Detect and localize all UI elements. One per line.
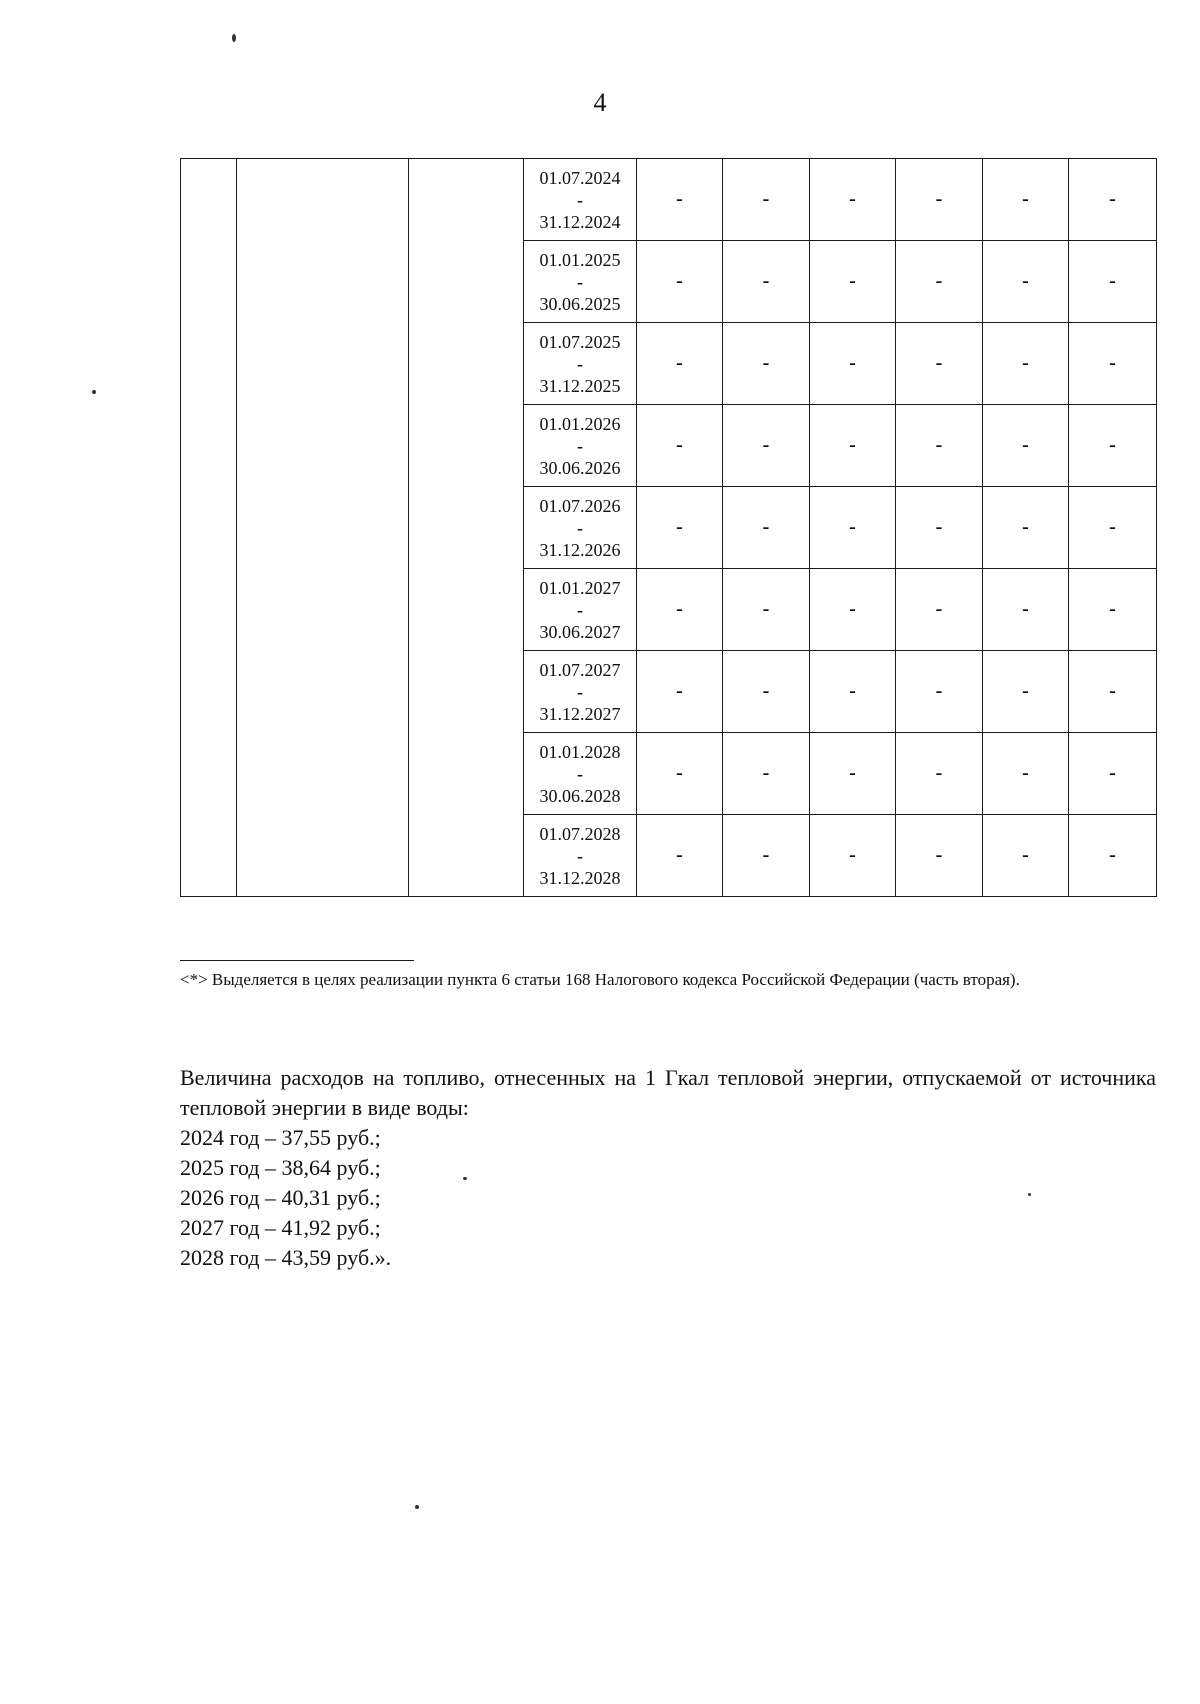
period-cell bbox=[524, 733, 637, 815]
period-cell bbox=[524, 569, 637, 651]
period-end: 31.12.2024 bbox=[539, 211, 621, 232]
cell-value: - bbox=[849, 598, 856, 620]
period-range bbox=[524, 815, 636, 896]
cell-value: - bbox=[676, 762, 683, 784]
cell-value: - bbox=[762, 270, 770, 292]
cell-value: - bbox=[762, 188, 770, 210]
period-cell bbox=[524, 405, 637, 487]
period-range bbox=[524, 487, 636, 568]
cell-value: - bbox=[762, 516, 770, 538]
period-cell bbox=[524, 323, 637, 405]
cell-value: - bbox=[935, 516, 943, 538]
value-cell bbox=[1069, 241, 1157, 323]
value-cell bbox=[983, 323, 1069, 405]
year-line-2025: 2025 год – 38,64 руб.; bbox=[180, 1155, 381, 1180]
scan-speck bbox=[1028, 1193, 1031, 1196]
cell-value: - bbox=[762, 680, 770, 702]
value-cell bbox=[1069, 569, 1157, 651]
cell-value: - bbox=[676, 844, 683, 866]
year-line-2027: 2027 год – 41,92 руб.; bbox=[180, 1215, 381, 1240]
period-start: 01.07.2027 bbox=[539, 659, 621, 680]
period-range bbox=[524, 569, 636, 650]
value-cell bbox=[983, 241, 1069, 323]
cell-value: - bbox=[1022, 516, 1029, 538]
cell-value: - bbox=[849, 762, 856, 784]
period-range bbox=[524, 159, 636, 240]
table-row bbox=[181, 159, 1157, 241]
period-start: 01.01.2026 bbox=[539, 413, 621, 434]
cell-value: - bbox=[849, 434, 856, 456]
cell-value: - bbox=[676, 270, 683, 292]
fuel-cost-by-year-list bbox=[180, 1123, 780, 1273]
value-cell bbox=[810, 651, 896, 733]
cell-value: - bbox=[849, 680, 856, 702]
value-cell bbox=[810, 569, 896, 651]
value-cell bbox=[896, 323, 983, 405]
value-cell bbox=[983, 487, 1069, 569]
period-separator: - bbox=[577, 681, 583, 702]
value-cell bbox=[896, 651, 983, 733]
value-cell bbox=[723, 651, 810, 733]
cell-value: - bbox=[849, 844, 856, 866]
period-range bbox=[524, 241, 636, 322]
year-line-2028: 2028 год – 43,59 руб.». bbox=[180, 1245, 392, 1270]
value-cell bbox=[810, 815, 896, 897]
cell-value: - bbox=[1109, 844, 1116, 866]
cell-value: - bbox=[935, 352, 943, 374]
cell-value: - bbox=[1109, 270, 1116, 292]
period-cell bbox=[524, 651, 637, 733]
period-end: 30.06.2027 bbox=[539, 621, 621, 642]
value-cell bbox=[810, 159, 896, 241]
cell-value: - bbox=[849, 270, 856, 292]
period-end: 30.06.2026 bbox=[539, 457, 621, 478]
value-cell bbox=[1069, 487, 1157, 569]
cell-value: - bbox=[1022, 434, 1029, 456]
value-cell bbox=[983, 815, 1069, 897]
period-end: 31.12.2025 bbox=[539, 375, 621, 396]
value-cell bbox=[810, 323, 896, 405]
cell-value: - bbox=[1109, 516, 1116, 538]
value-cell bbox=[896, 405, 983, 487]
period-range bbox=[524, 733, 636, 814]
value-cell bbox=[810, 241, 896, 323]
value-cell bbox=[896, 569, 983, 651]
value-cell bbox=[637, 569, 723, 651]
period-end: 31.12.2028 bbox=[539, 867, 621, 888]
cell-value: - bbox=[676, 434, 683, 456]
period-separator: - bbox=[577, 353, 583, 374]
period-end: 31.12.2027 bbox=[539, 703, 621, 724]
cell-value: - bbox=[1022, 844, 1029, 866]
cell-value: - bbox=[676, 680, 683, 702]
period-start: 01.01.2025 bbox=[539, 249, 621, 270]
cell-value: - bbox=[1022, 762, 1029, 784]
value-cell bbox=[723, 733, 810, 815]
period-range bbox=[524, 651, 636, 732]
year-line-2026: 2026 год – 40,31 руб.; bbox=[180, 1185, 381, 1210]
value-cell bbox=[1069, 159, 1157, 241]
footnote-divider bbox=[180, 960, 414, 961]
scan-speck bbox=[92, 390, 96, 394]
value-cell bbox=[896, 733, 983, 815]
value-cell bbox=[637, 405, 723, 487]
period-range bbox=[524, 405, 636, 486]
period-separator: - bbox=[577, 435, 583, 456]
value-cell bbox=[1069, 323, 1157, 405]
period-start: 01.07.2024 bbox=[539, 167, 621, 188]
value-cell bbox=[637, 815, 723, 897]
period-start: 01.07.2025 bbox=[539, 331, 621, 352]
value-cell bbox=[1069, 733, 1157, 815]
cell-value: - bbox=[849, 352, 856, 374]
period-separator: - bbox=[577, 271, 583, 292]
value-cell bbox=[983, 569, 1069, 651]
period-end: 30.06.2025 bbox=[539, 293, 621, 314]
cell-value: - bbox=[935, 598, 943, 620]
value-cell bbox=[723, 405, 810, 487]
cell-value: - bbox=[676, 516, 683, 538]
cell-value: - bbox=[935, 188, 943, 210]
merged-blank-cell bbox=[181, 159, 237, 897]
cell-value: - bbox=[762, 844, 770, 866]
value-cell bbox=[810, 405, 896, 487]
value-cell bbox=[1069, 651, 1157, 733]
cell-value: - bbox=[1022, 188, 1029, 210]
cell-value: - bbox=[676, 188, 683, 210]
period-separator: - bbox=[577, 599, 583, 620]
cell-value: - bbox=[935, 762, 943, 784]
scan-speck bbox=[415, 1505, 419, 1509]
period-start: 01.07.2026 bbox=[539, 495, 621, 516]
cell-value: - bbox=[1109, 352, 1116, 374]
value-cell bbox=[637, 487, 723, 569]
value-cell bbox=[983, 651, 1069, 733]
merged-blank-cell bbox=[409, 159, 524, 897]
merged-blank-cell bbox=[237, 159, 409, 897]
footnote-text: <*> Выделяется в целях реализации пункта 6 статьи 168 Налогового кодекса Российской Федерации (часть вторая). bbox=[180, 970, 1020, 989]
cell-value: - bbox=[935, 844, 943, 866]
value-cell bbox=[723, 323, 810, 405]
cell-value: - bbox=[849, 516, 856, 538]
value-cell bbox=[983, 405, 1069, 487]
value-cell bbox=[1069, 815, 1157, 897]
page-number: 4 bbox=[593, 88, 607, 117]
value-cell bbox=[637, 733, 723, 815]
scan-speck bbox=[232, 34, 236, 42]
year-line-2024: 2024 год – 37,55 руб.; bbox=[180, 1125, 381, 1150]
period-start: 01.01.2027 bbox=[539, 577, 621, 598]
period-separator: - bbox=[577, 189, 583, 210]
value-cell bbox=[896, 241, 983, 323]
value-cell bbox=[983, 733, 1069, 815]
cell-value: - bbox=[849, 188, 856, 210]
cell-value: - bbox=[1022, 352, 1029, 374]
value-cell bbox=[637, 241, 723, 323]
period-cell bbox=[524, 241, 637, 323]
fuel-cost-paragraph: Величина расходов на топливо, отнесенных на 1 Гкал тепловой энергии, отпускаемой от источника тепловой энергии в виде воды: bbox=[180, 1065, 1156, 1120]
period-end: 31.12.2026 bbox=[539, 539, 621, 560]
period-range bbox=[524, 323, 636, 404]
cell-value: - bbox=[762, 352, 770, 374]
tariff-table bbox=[180, 158, 1157, 897]
cell-value: - bbox=[762, 598, 770, 620]
cell-value: - bbox=[1022, 270, 1029, 292]
period-separator: - bbox=[577, 517, 583, 538]
cell-value: - bbox=[1109, 680, 1116, 702]
cell-value: - bbox=[1022, 680, 1029, 702]
cell-value: - bbox=[676, 352, 683, 374]
value-cell bbox=[896, 487, 983, 569]
cell-value: - bbox=[1022, 598, 1029, 620]
value-cell bbox=[723, 241, 810, 323]
value-cell bbox=[637, 651, 723, 733]
value-cell bbox=[810, 733, 896, 815]
value-cell bbox=[896, 159, 983, 241]
cell-value: - bbox=[935, 680, 943, 702]
value-cell bbox=[1069, 405, 1157, 487]
value-cell bbox=[810, 487, 896, 569]
value-cell bbox=[723, 487, 810, 569]
cell-value: - bbox=[1109, 762, 1116, 784]
cell-value: - bbox=[1109, 188, 1116, 210]
period-start: 01.01.2028 bbox=[539, 741, 621, 762]
cell-value: - bbox=[1109, 434, 1116, 456]
value-cell bbox=[723, 159, 810, 241]
value-cell bbox=[637, 323, 723, 405]
cell-value: - bbox=[1109, 598, 1116, 620]
value-cell bbox=[723, 815, 810, 897]
period-end: 30.06.2028 bbox=[539, 785, 621, 806]
value-cell bbox=[896, 815, 983, 897]
value-cell bbox=[723, 569, 810, 651]
tariff-table-body bbox=[181, 159, 1157, 897]
value-cell bbox=[983, 159, 1069, 241]
cell-value: - bbox=[762, 434, 770, 456]
value-cell bbox=[637, 159, 723, 241]
cell-value: - bbox=[762, 762, 770, 784]
period-start: 01.07.2028 bbox=[539, 823, 621, 844]
period-separator: - bbox=[577, 763, 583, 784]
period-cell bbox=[524, 815, 637, 897]
period-separator: - bbox=[577, 845, 583, 866]
cell-value: - bbox=[676, 598, 683, 620]
cell-value: - bbox=[935, 270, 943, 292]
period-cell bbox=[524, 159, 637, 241]
period-cell bbox=[524, 487, 637, 569]
cell-value: - bbox=[935, 434, 943, 456]
